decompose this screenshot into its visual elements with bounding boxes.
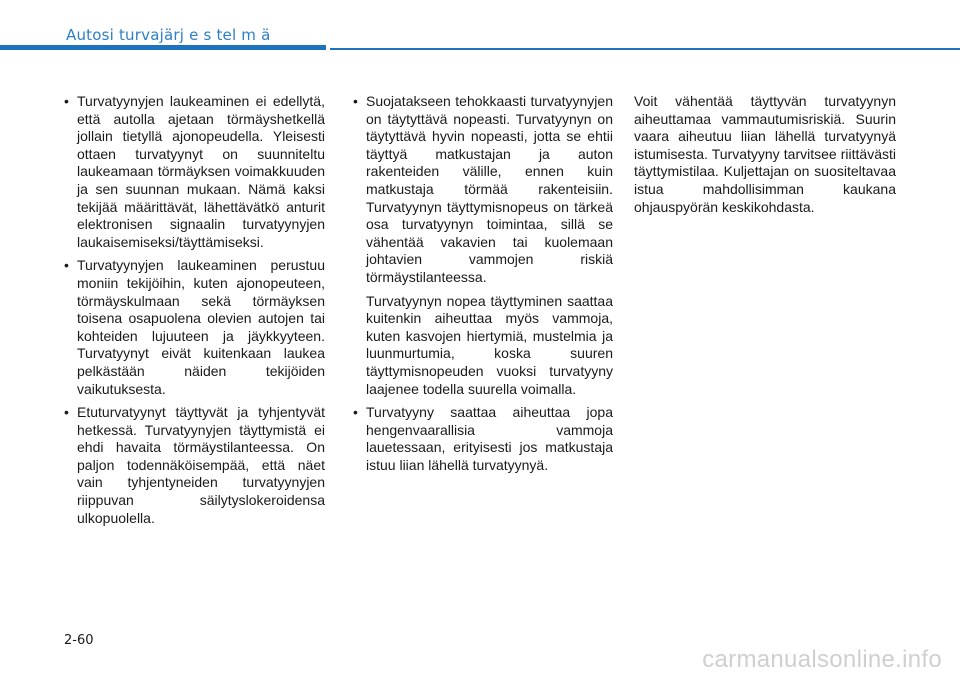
- header-rule-thin: [330, 48, 960, 50]
- section-title: Autosi turvajärj e s tel m ä: [66, 26, 271, 44]
- text-column-1: [63, 93, 325, 533]
- text-column-2: [352, 93, 613, 480]
- bullet-item: • Turvatyynyjen laukeaminen ei edellytä, että autolla ajetaan törmäyshetkellä jollain tietyllä ajonopeudella. Yleisesti ottaen turvatyynyt on suunniteltu laukeamaan törmäyksen voimakkuuden ja sen suunnan mukaan. Nämä kaksi tekijää määrittävät, lähettävätkö anturit elektronisen signaalin turvatyynyjen laukaisemiseksi/täyttämiseksi.: [63, 93, 325, 251]
- body-paragraph: Voit vähentää täyttyvän turvatyynyn aiheuttamaa vammautumisriskiä. Suurin vaara aiheutuu liian lähellä turvatyynyä istumisesta. Turvatyyny tarvitsee riittävästi täyttymistilaa. Kuljettajan on suositeltavaa istua mahdollisimman kaukana ohjauspyörän keskikohdasta.: [634, 93, 896, 215]
- bullet-item: • Turvatyynyjen laukeaminen perustuu moniin tekijöihin, kuten ajonopeuteen, törmäyskulmaan sekä törmäyksen toisena osapuolena olevien autojen tai kohteiden lujuuteen ja jäykkyyteen. Turvatyynyt eivät kuitenkaan laukea pelkästään näiden tekijöiden vaikutuksesta.: [63, 257, 325, 398]
- bullet-item: • Suojatakseen tehokkaasti turvatyynyjen on täytyttävä nopeasti. Turvatyynyn on täytyttävä hyvin nopeasti, jotta se ehtii täyttyä matkustajan ja auton rakenteiden välille, ennen kuin matkustaja törmää rakenteisiin. Turvatyynyn täyttymisnopeus on tärkeä osa turvatyynyn toimintaa, sillä se vähentää vakavien tai kuolemaan johtavien vammojen riskiä törmäystilanteessa.: [352, 93, 613, 287]
- bullet-item: • Etuturvatyynyt täyttyvät ja tyhjentyvät hetkessä. Turvatyynyjen täyttymistä ei ehdi havaita törmäystilanteessa. On paljon todennäköisempää, että näet vain tyhjentyneiden turvatyynyjen riippuvan säilytyslokeroidensa ulkopuolella.: [63, 404, 325, 527]
- bullet-item: • Turvatyyny saattaa aiheuttaa jopa hengenvaarallisia vammoja lauetessaan, erityisesti jos matkustaja istuu liian lähellä turvatyynyä.: [352, 404, 613, 474]
- body-paragraph: Turvatyynyn nopea täyttyminen saattaa kuitenkin aiheuttaa myös vammoja, kuten kasvojen hiertymiä, mustelmia ja luunmurtumia, koska suuren täyttymisnopeuden vuoksi turvatyyny laajenee todella suurella voimalla.: [366, 292, 613, 397]
- watermark: carmanualsonline.info: [702, 646, 942, 673]
- page-number: 2-60: [64, 633, 94, 648]
- text-column-3: [634, 93, 896, 222]
- header-rule-thick: [0, 45, 326, 50]
